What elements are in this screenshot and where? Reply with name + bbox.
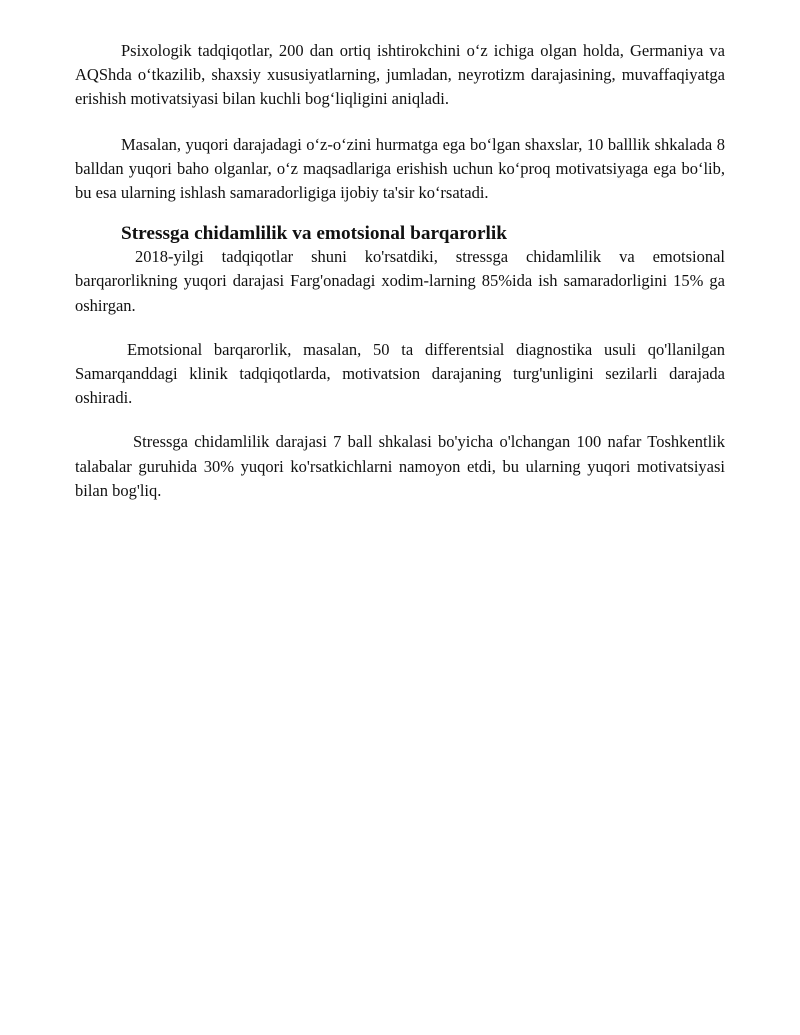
paragraph-self-esteem: Masalan, yuqori darajadagi o‘z-o‘zini hurmatga ega bo‘lgan shaxslar, 10 balllik shkalada 8 balldan yuqori baho olganlar, o‘z maqsadlariga erishish uchun ko‘proq motivatsiyaga ega bo‘lib, bu esa ularning ishlash samaradorligiga ijobiy ta'sir ko‘rsatadi. (75, 134, 725, 203)
paragraph-tashkent-study: Stressga chidamlilik darajasi 7 ball shkalasi bo'yicha o'lchangan 100 nafar Toshkentlik talabalar guruhida 30% yuqori ko'rsatkichlarni namoyon etdi, bu ularning yuqori motivatsiyasi bilan bog'liq. (75, 432, 725, 500)
paragraph-fergana-study: 2018-yilgi tadqiqotlar shuni ko'rsatdiki, stressga chidamlilik va emotsional barqarorlikning yuqori darajasi Farg'onadagi xodim-larning 85%ida ish samaradorligini 15% ga oshirgan. (75, 247, 725, 315)
document-body (75, 39, 725, 503)
paragraph-samarkand-study: Emotsional barqarorlik, masalan, 50 ta differentsial diagnostika usuli qo'llanilgan Samarqanddagi klinik tadqiqotlarda, motivatsion darajaning turg'unligini sezilarli darajada oshiradi. (75, 339, 725, 408)
paragraph-personality-study: Psixologik tadqiqotlar, 200 dan ortiq ishtirokchini o‘z ichiga olgan holda, Germaniya va AQShda o‘tkazilib, shaxsiy xususiyatlarning, jumladan, neyrotizm darajasining, muvaffaqiyatga erishish motivatsiyasi bilan kuchli bog‘liqligini aniqladi. (75, 41, 725, 109)
section-heading: Stressga chidamlilik va emotsional barqarorlik (121, 223, 507, 245)
